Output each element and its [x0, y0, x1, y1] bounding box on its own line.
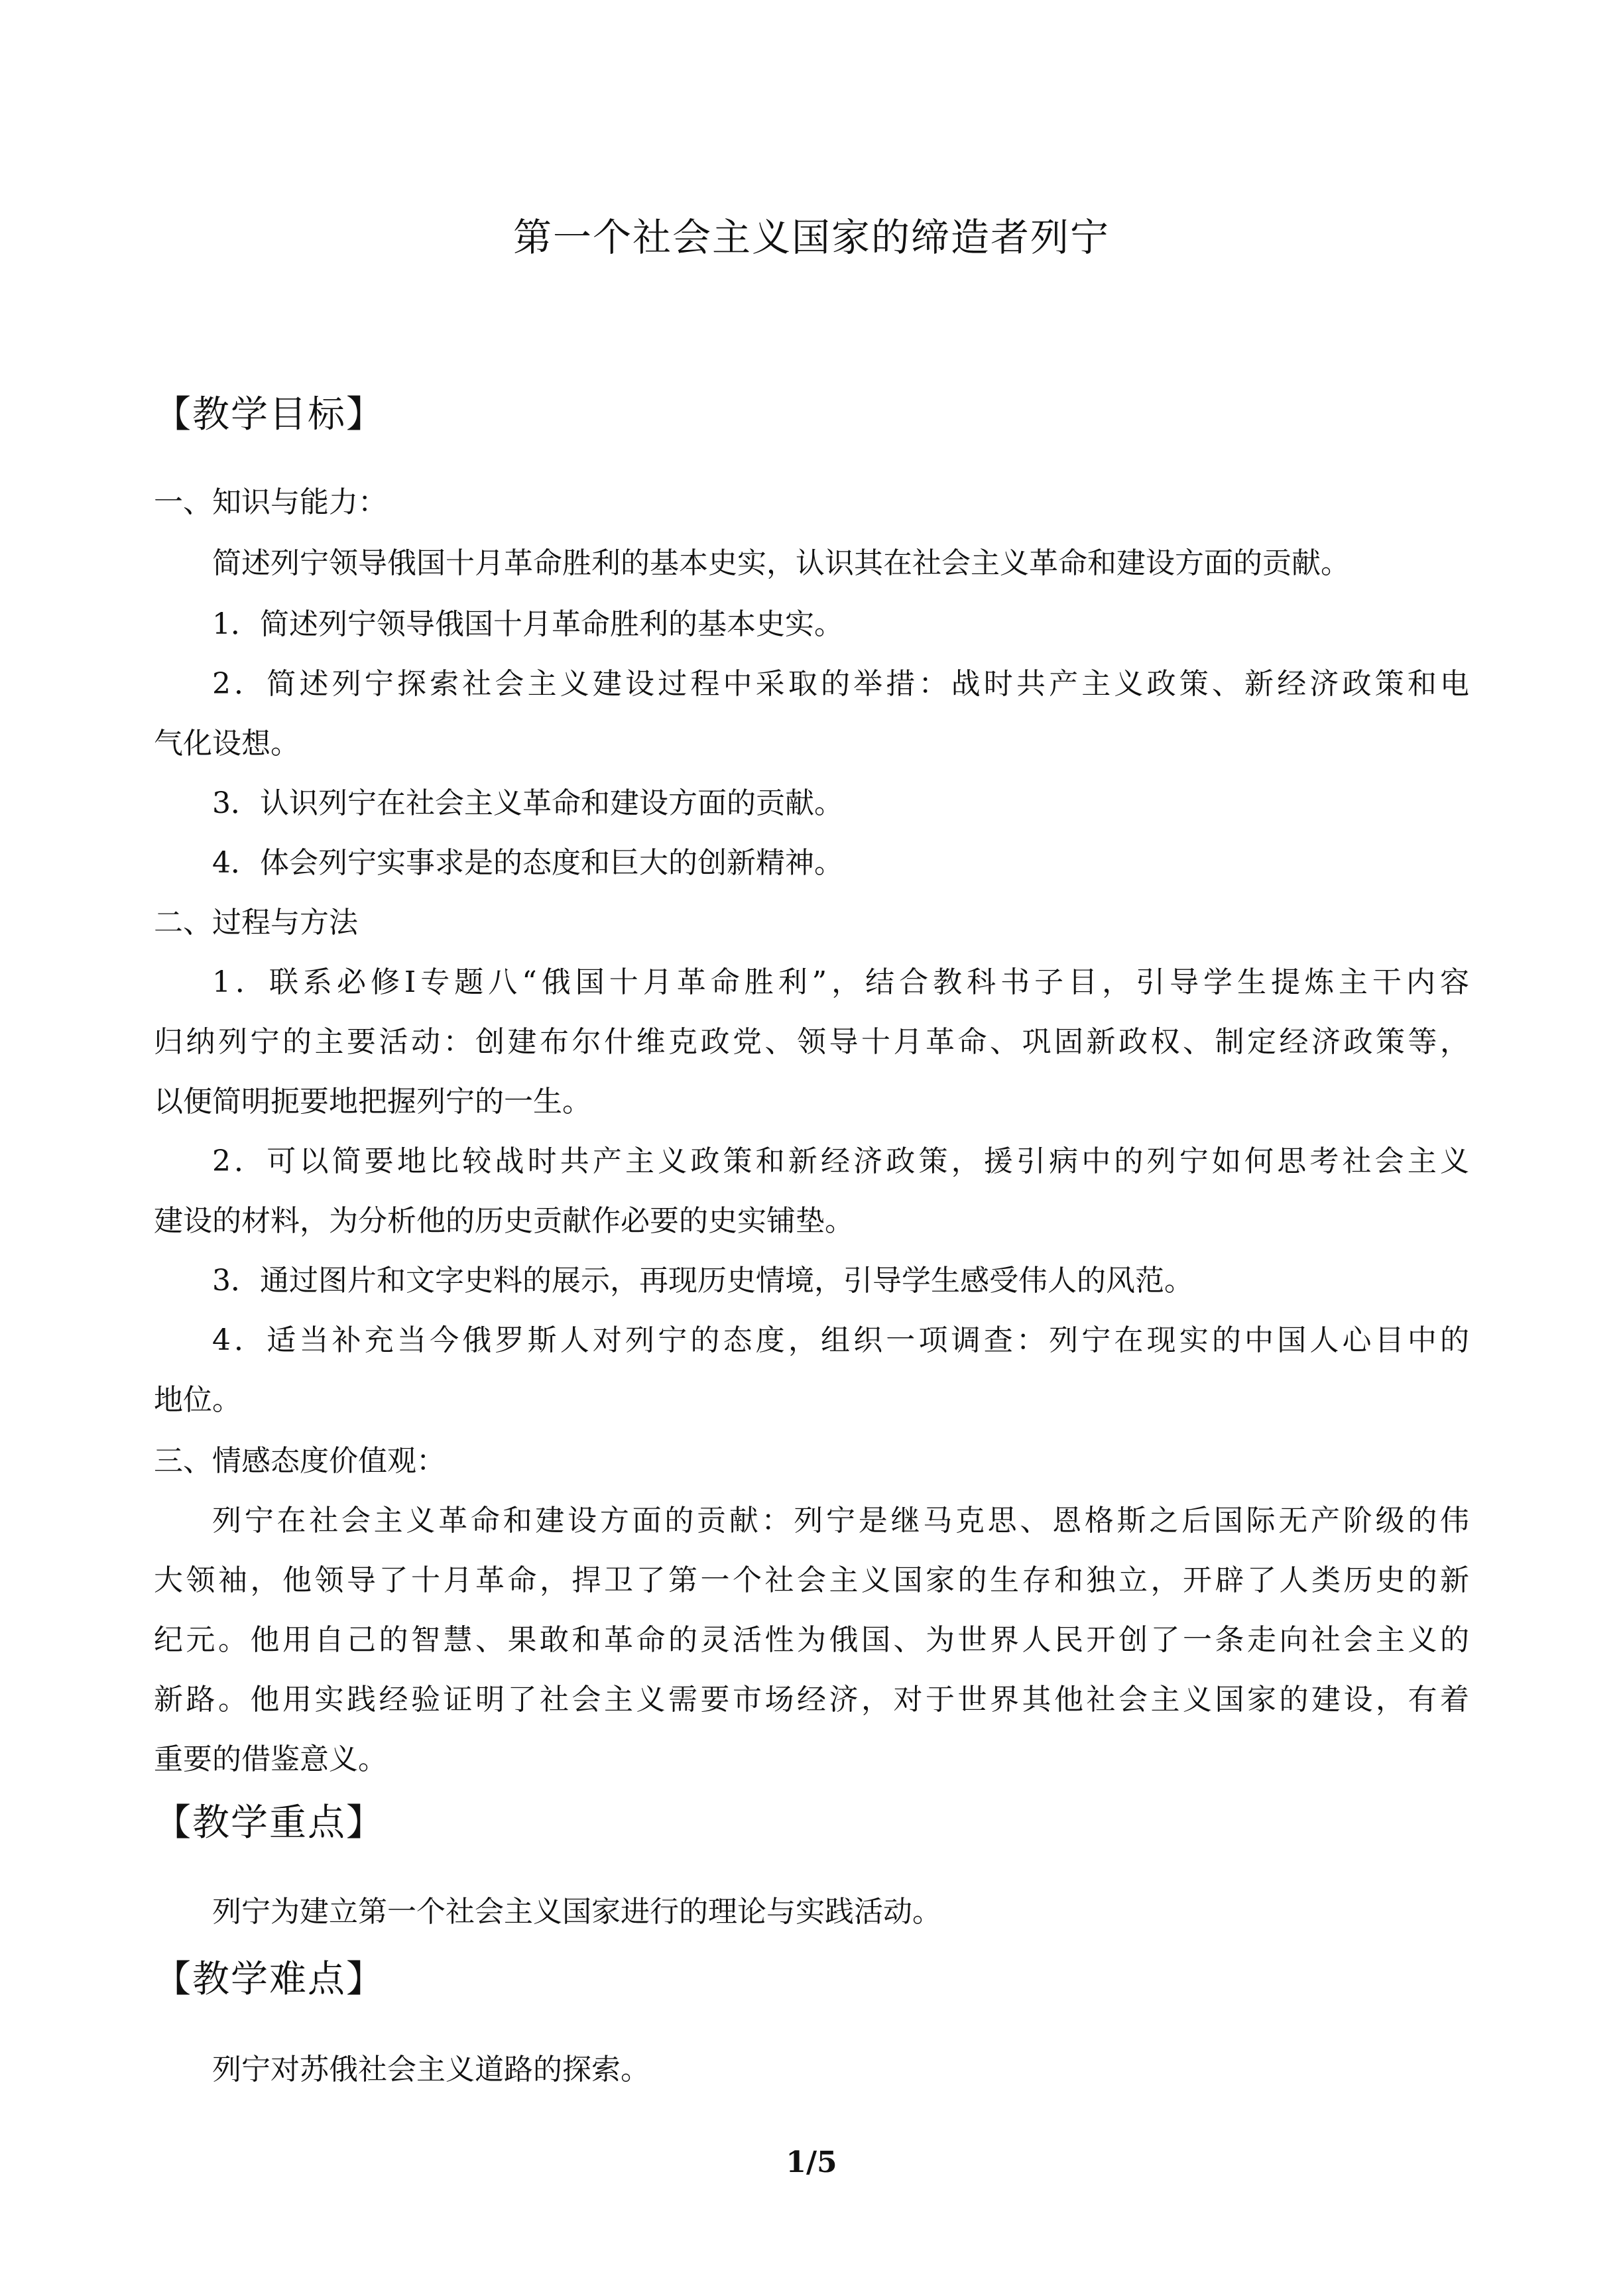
knowledge-intro: 简述列宁领导俄国十月革命胜利的基本史实，认识其在社会主义革命和建设方面的贡献。 — [212, 546, 1350, 580]
knowledge-item-3: 3．认识列宁在社会主义革命和建设方面的贡献。 — [212, 786, 843, 820]
process-item-4-line-1: 4．适当补充当今俄罗斯人对列宁的态度，组织一项调查：列宁在现实的中国人心目中的 — [212, 1323, 1469, 1357]
knowledge-item-1: 1．简述列宁领导俄国十月革命胜利的基本史实。 — [212, 607, 843, 641]
process-heading: 二、过程与方法 — [154, 906, 358, 939]
knowledge-heading: 一、知识与能力： — [154, 485, 387, 519]
knowledge-item-2-line-1: 2．简述列宁探索社会主义建设过程中采取的举措：战时共产主义政策、新经济政策和电 — [212, 667, 1469, 701]
process-item-1-line-1: 1．联系必修Ⅰ专题八“俄国十月革命胜利”，结合教科书子目，引导学生提炼主干内容 — [212, 965, 1469, 999]
process-item-1-line-3: 以便简明扼要地把握列宁的一生。 — [154, 1085, 591, 1118]
process-item-3: 3．通过图片和文字史料的展示，再现历史情境，引导学生感受伟人的风范。 — [212, 1264, 1193, 1298]
values-line-1: 列宁在社会主义革命和建设方面的贡献：列宁是继马克思、恩格斯之后国际无产阶级的伟 — [212, 1504, 1469, 1538]
process-item-4-line-2: 地位。 — [154, 1383, 241, 1417]
values-line-5: 重要的借鉴意义。 — [154, 1742, 387, 1776]
page-number: 1/5 — [786, 2145, 837, 2179]
document-title: 第一个社会主义国家的缔造者列宁 — [512, 215, 1110, 260]
knowledge-item-4: 4．体会列宁实事求是的态度和巨大的创新精神。 — [212, 846, 843, 880]
values-line-3: 纪元。他用自己的智慧、果敢和革命的灵活性为俄国、为世界人民开创了一条走向社会主义的 — [154, 1623, 1469, 1657]
difficulties-heading: 【教学难点】 — [154, 1958, 385, 2001]
knowledge-item-2-line-2: 气化设想。 — [154, 727, 300, 760]
values-line-4: 新路。他用实践经验证明了社会主义需要市场经济，对于世界其他社会主义国家的建设，有着 — [154, 1683, 1469, 1717]
values-heading: 三、情感态度价值观： — [154, 1444, 446, 1478]
key-points-text: 列宁为建立第一个社会主义国家进行的理论与实践活动。 — [212, 1895, 941, 1929]
objectives-heading: 【教学目标】 — [154, 393, 385, 436]
process-item-1-line-2: 归纳列宁的主要活动：创建布尔什维克政党、领导十月革命、巩固新政权、制定经济政策等， — [154, 1025, 1469, 1059]
process-item-2-line-2: 建设的材料，为分析他的历史贡献作必要的史实铺垫。 — [154, 1204, 854, 1238]
difficulties-text: 列宁对苏俄社会主义道路的探索。 — [212, 2053, 650, 2086]
key-points-heading: 【教学重点】 — [154, 1801, 385, 1844]
values-line-2: 大领袖，他领导了十月革命，捍卫了第一个社会主义国家的生存和独立，开辟了人类历史的新 — [154, 1563, 1469, 1597]
process-item-2-line-1: 2．可以简要地比较战时共产主义政策和新经济政策，援引病中的列宁如何思考社会主义 — [212, 1144, 1469, 1178]
